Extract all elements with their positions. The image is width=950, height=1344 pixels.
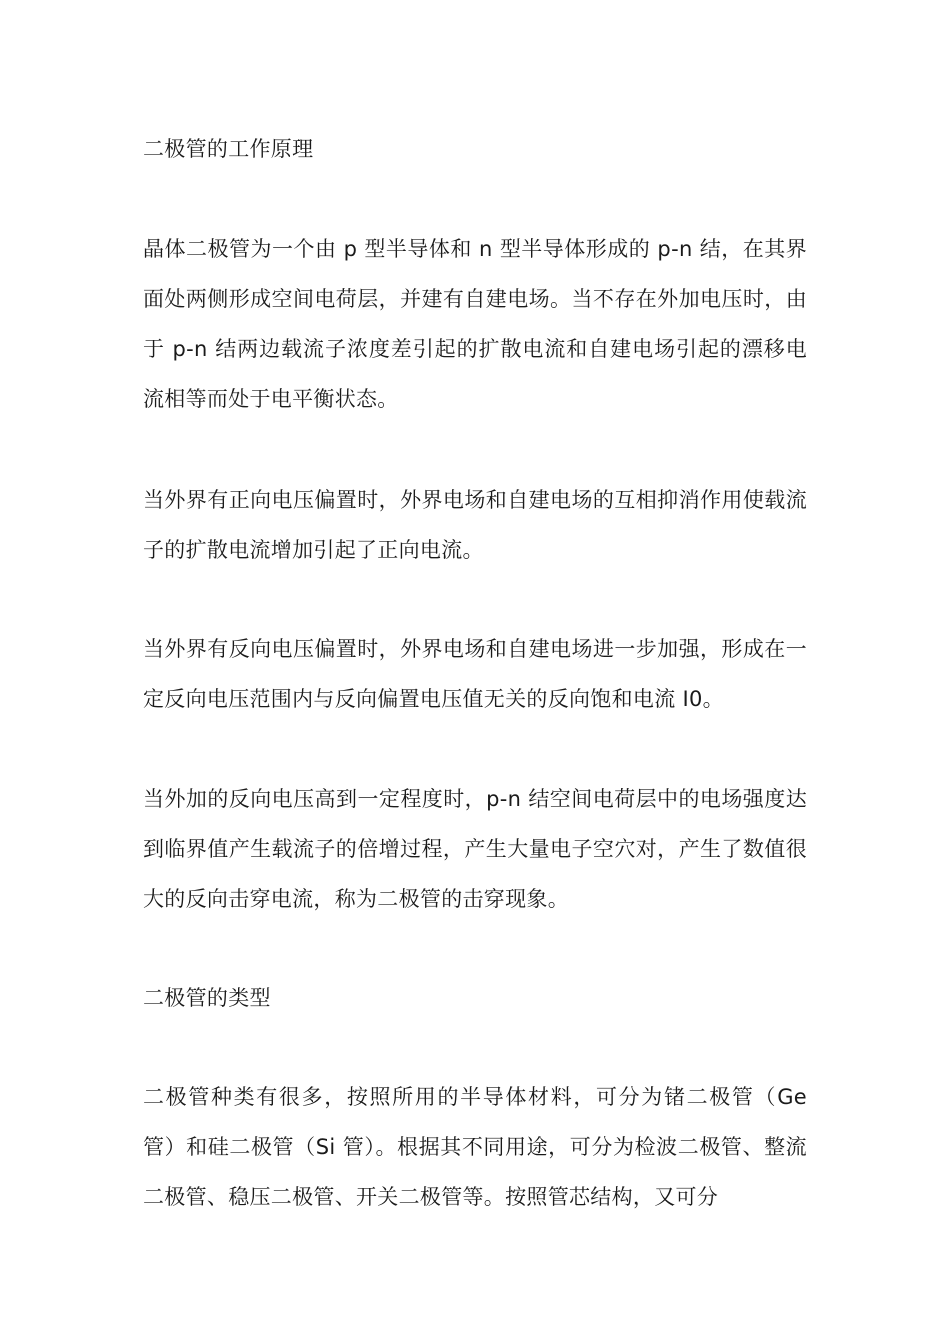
paragraph-diode-types: 二极管种类有很多，按照所用的半导体材料，可分为锗二极管（Ge 管）和硅二极管（Si 管）。根据其不同用途，可分为检波二极管、整流二极管、稳压二极管、开关二极管等。按照管芯结构，又可分 [143, 1085, 807, 1209]
section-heading-working-principle: 二极管的工作原理 [143, 137, 314, 161]
paragraph-forward-bias: 当外界有正向电压偏置时，外界电场和自建电场的互相抑消作用使载流子的扩散电流增加引起了正向电流。 [143, 488, 807, 562]
section-heading-diode-types: 二极管的类型 [143, 986, 271, 1010]
paragraph-breakdown: 当外加的反向电压高到一定程度时，p-n 结空间电荷层中的电场强度达到临界值产生载流子的倍增过程，产生大量电子空穴对，产生了数值很大的反向击穿电流，称为二极管的击穿现象。 [143, 787, 807, 911]
paragraph-reverse-bias: 当外界有反向电压偏置时，外界电场和自建电场进一步加强，形成在一定反向电压范围内与反向偏置电压值无关的反向饱和电流 I0。 [143, 637, 807, 711]
paragraph-pn-junction: 晶体二极管为一个由 p 型半导体和 n 型半导体形成的 p-n 结，在其界面处两侧形成空间电荷层，并建有自建电场。当不存在外加电压时，由于 p-n 结两边载流子浓度差引起的扩散电流和自建电场引起的漂移电流相等而处于电平衡状态。 [143, 237, 807, 411]
